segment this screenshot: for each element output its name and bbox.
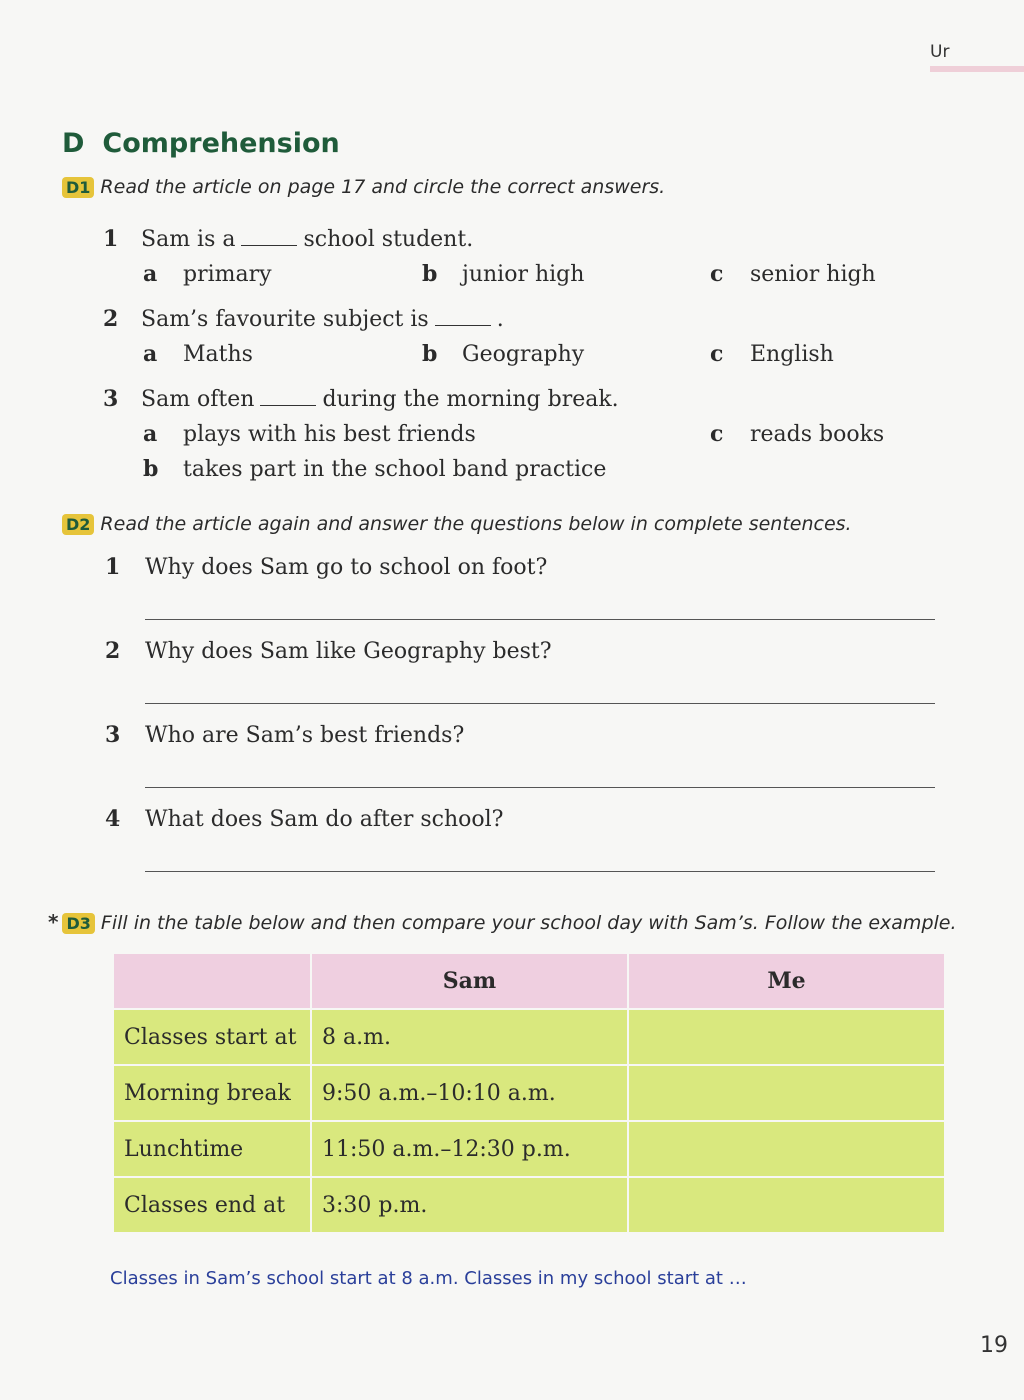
option-text: Maths	[183, 342, 253, 367]
d2-badge: D2	[62, 514, 94, 535]
option-text: takes part in the school band practice	[183, 457, 607, 482]
table-header-row	[113, 953, 945, 1009]
table-header-cell	[113, 953, 311, 1009]
question-number: 4	[105, 806, 121, 832]
d1-q1-option-a[interactable]	[143, 261, 272, 287]
d2-question-4	[105, 806, 503, 832]
option-letter: a	[143, 421, 158, 447]
option-text: English	[750, 342, 834, 367]
d2-instruction	[62, 513, 852, 535]
d1-instruction-text: Read the article on page 17 and circle the correct answers.	[100, 176, 666, 198]
question-text-post: school student.	[303, 227, 474, 252]
d1-badge: D1	[62, 177, 94, 198]
question-text: Who are Sam’s best friends?	[145, 723, 465, 748]
section-title	[62, 128, 340, 159]
table-header-cell: Sam	[311, 953, 628, 1009]
question-number: 1	[103, 226, 119, 252]
d2-question-1	[105, 554, 547, 580]
d1-q2-option-c[interactable]	[710, 341, 834, 367]
question-text-pre: Sam is a	[141, 227, 236, 252]
question-text: Why does Sam like Geography best?	[145, 639, 552, 664]
option-letter: a	[143, 341, 158, 367]
sam-cell: 9:50 a.m.–10:10 a.m.	[311, 1065, 628, 1121]
question-text-pre: Sam’s favourite subject is	[141, 307, 429, 332]
d1-q1-option-b[interactable]	[422, 261, 584, 287]
d1-question-2	[103, 306, 504, 332]
question-number: 3	[105, 722, 121, 748]
table-row	[113, 1121, 945, 1177]
me-cell[interactable]	[628, 1065, 945, 1121]
answer-blank	[241, 227, 297, 246]
option-letter: b	[422, 261, 438, 287]
d2-answer-line-2[interactable]	[145, 703, 935, 704]
example-sentence: Classes in Sam’s school start at 8 a.m. Classes in my school start at …	[110, 1268, 747, 1289]
question-text-pre: Sam often	[141, 387, 255, 412]
d1-q3-option-b[interactable]	[143, 456, 606, 482]
table-header-cell: Me	[628, 953, 945, 1009]
option-letter: c	[710, 261, 724, 287]
d1-instruction	[62, 176, 665, 198]
star-icon: *	[48, 910, 59, 934]
row-label: Morning break	[113, 1065, 311, 1121]
me-cell[interactable]	[628, 1009, 945, 1065]
d2-question-3	[105, 722, 464, 748]
d2-answer-line-3[interactable]	[145, 787, 935, 788]
unit-color-strip	[930, 66, 1024, 72]
question-number: 3	[103, 386, 119, 412]
sam-cell: 8 a.m.	[311, 1009, 628, 1065]
d3-instruction-text: Fill in the table below and then compare your school day with Sam’s. Follow the example.	[100, 912, 957, 934]
comparison-table	[112, 952, 946, 1234]
page-number: 19	[980, 1333, 1008, 1358]
d3-badge: D3	[62, 913, 94, 934]
table-row	[113, 1009, 945, 1065]
d2-answer-line-4[interactable]	[145, 871, 935, 872]
sam-cell: 11:50 a.m.–12:30 p.m.	[311, 1121, 628, 1177]
d1-q3-option-a[interactable]	[143, 421, 476, 447]
answer-blank	[435, 307, 491, 326]
question-number: 1	[105, 554, 121, 580]
table-row	[113, 1177, 945, 1233]
d1-q1-option-c[interactable]	[710, 261, 876, 287]
option-letter: b	[143, 456, 159, 482]
row-label: Lunchtime	[113, 1121, 311, 1177]
option-text: primary	[183, 262, 272, 287]
me-cell[interactable]	[628, 1177, 945, 1233]
question-text: Why does Sam go to school on foot?	[145, 555, 548, 580]
d1-question-3	[103, 386, 619, 412]
question-text: What does Sam do after school?	[145, 807, 504, 832]
section-letter: D	[62, 128, 85, 159]
row-label: Classes start at	[113, 1009, 311, 1065]
d1-q2-option-a[interactable]	[143, 341, 253, 367]
option-text: plays with his best friends	[183, 422, 476, 447]
d2-answer-line-1[interactable]	[145, 619, 935, 620]
question-number: 2	[103, 306, 119, 332]
option-text: Geography	[462, 342, 585, 367]
option-text: senior high	[750, 262, 876, 287]
d3-instruction	[48, 910, 957, 934]
unit-tag: Ur	[930, 42, 950, 62]
d1-q3-option-c[interactable]	[710, 421, 884, 447]
table-row	[113, 1065, 945, 1121]
question-text-post: during the morning break.	[322, 387, 619, 412]
question-number: 2	[105, 638, 121, 664]
option-text: junior high	[462, 262, 585, 287]
option-letter: a	[143, 261, 158, 287]
row-label: Classes end at	[113, 1177, 311, 1233]
d1-q2-option-b[interactable]	[422, 341, 584, 367]
me-cell[interactable]	[628, 1121, 945, 1177]
option-letter: c	[710, 341, 724, 367]
section-title-text: Comprehension	[102, 128, 340, 159]
option-letter: c	[710, 421, 724, 447]
answer-blank	[260, 387, 316, 406]
option-text: reads books	[750, 422, 885, 447]
question-text-post: .	[496, 307, 504, 332]
sam-cell: 3:30 p.m.	[311, 1177, 628, 1233]
option-letter: b	[422, 341, 438, 367]
d1-question-1	[103, 226, 473, 252]
d2-question-2	[105, 638, 552, 664]
d2-instruction-text: Read the article again and answer the questions below in complete sentences.	[100, 513, 852, 535]
